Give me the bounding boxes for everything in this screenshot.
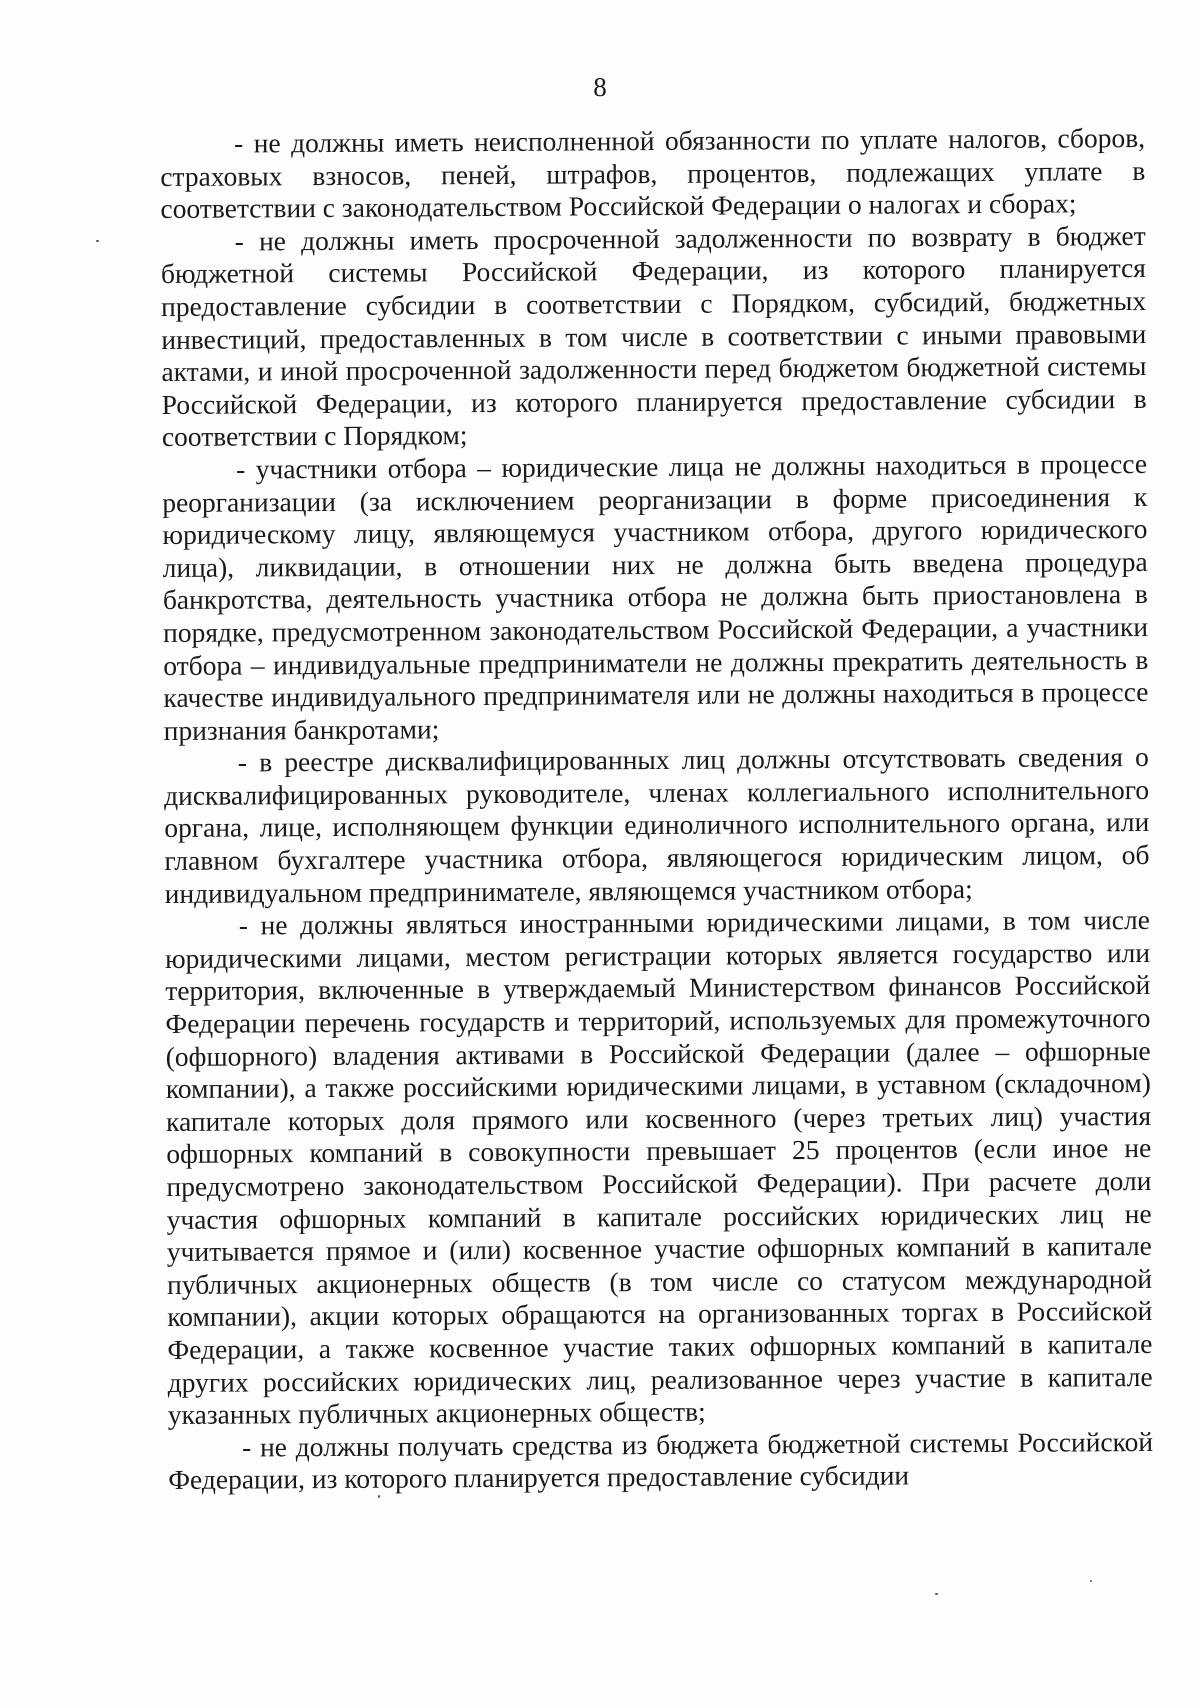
scan-speck xyxy=(935,1593,938,1595)
paragraph-budget-funds: - не должны получать средства из бюджета бюджетной системы Российской Федерации, из которого планируется предоставление субсидии xyxy=(168,1425,1154,1496)
paragraph-offshore: - не должны являться иностранными юридическими лицами, в том числе юридическими лицами, местом регистрации которых является государство или территория, включенные в утверждаемый Министерством финансов Российской Федерации перечень государств и территорий, используемых для промежуточного (офшорного) владения активами в Российской Федерации (далее – офшорные компании), а также российскими юридическими лицами, в уставном (складочном) капитале которых доля прямого или косвенного (через третьих лиц) участия офшорных компаний в совокупности превышает 25 процентов (если иное не предусмотрено законодательством Российской Федерации). При расчете доли участия офшорных компаний в капитале российских юридических лиц не учитывается прямое и (или) косвенное участие офшорных компаний в капитале публичных акционерных обществ (в том числе со статусом международной компании), акции которых обращаются на организованных торгах в Российской Федерации, а также косвенное участие таких офшорных компаний в капитале других российских юридических лиц, реализованное через участие в капитале указанных публичных акционерных обществ; xyxy=(164,904,1153,1431)
document-body xyxy=(160,122,1153,1497)
scan-speck xyxy=(378,1495,380,1498)
paragraph-taxes: - не должны иметь неисполненной обязанности по уплате налогов, сборов, страховых взносов, пеней, штрафов, процентов, подлежащих уплате в соответствии с законодательством Российской Федерации о налогах и сборах; xyxy=(160,121,1146,225)
scan-speck xyxy=(1090,1580,1092,1582)
paragraph-disqualified-persons: - в реестре дисквалифицированных лиц должны отсутствовать сведения о дисквалифицированных руководителе, членах коллегиального исполнительного органа, лице, исполняющем функции единоличного исполнительного органа, или главном бухгалтере участника отбора, являющегося юридическим лицом, об индивидуальном предпринимателе, являющемся участником отбора; xyxy=(163,741,1150,909)
paragraph-budget-debt: - не должны иметь просроченной задолженности по возврату в бюджет бюджетной системы Российской Федерации, из которого планируется предоставление субсидии в соответствии с Порядком, субсидий, бюджетных инвестиций, предоставленных в том числе в соответствии с иными правовыми актами, и иной просроченной задолженности перед бюджетом бюджетной системы Российской Федерации, из которого планируется предоставление субсидии в соответствии с Порядком; xyxy=(160,219,1147,453)
page-number: 8 xyxy=(593,72,607,102)
paragraph-reorganization: - участники отбора – юридические лица не должны находиться в процессе реорганизации (за исключением реорганизации в форме присоединения к юридическому лицу, являющемуся участником отбора, другого юридического лица), ликвидации, в отношении них не должна быть введена процедура банкротства, деятельность участника отбора не должна быть приостановлена в порядке, предусмотренном законодательством Российской Федерации, а участники отбора – индивидуальные предприниматели не должны прекратить деятельность в качестве индивидуального предпринимателя или не должны находиться в процессе признания банкротами; xyxy=(162,447,1149,746)
scan-speck xyxy=(96,240,99,242)
